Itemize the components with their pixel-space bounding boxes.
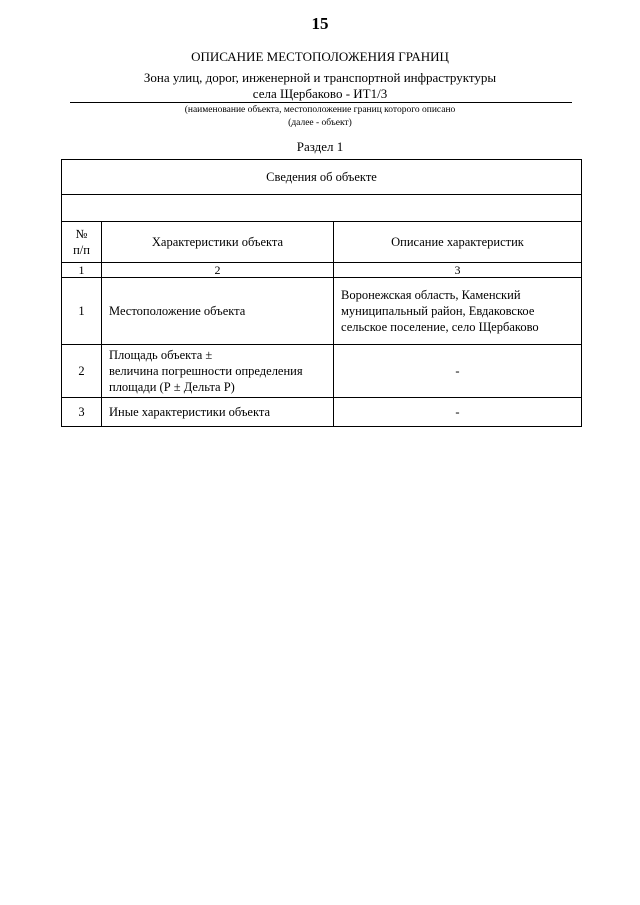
header-num — [62, 222, 102, 263]
table-title-row — [62, 160, 582, 195]
table-row — [62, 345, 582, 398]
row-2-description: - — [334, 345, 582, 398]
object-name-caption — [0, 104, 640, 130]
table-empty-row — [62, 195, 582, 222]
table-header-row — [62, 222, 582, 263]
row-1-description-line-2: муниципальный район, Евдаковское — [341, 304, 535, 318]
document-title: ОПИСАНИЕ МЕСТОПОЛОЖЕНИЯ ГРАНИЦ — [191, 49, 449, 64]
row-1-description-line-1: Воронежская область, Каменский — [341, 288, 521, 302]
row-1-characteristic: Местоположение объекта — [102, 278, 334, 345]
row-1-description-line-3: сельское поселение, село Щербаково — [341, 320, 539, 334]
object-name — [0, 70, 640, 102]
row-2-characteristic-line-3: площади (Р ± Дельта Р) — [109, 380, 235, 394]
column-number-3: 3 — [334, 263, 582, 278]
table-row — [62, 398, 582, 427]
header-num-line-2: п/п — [73, 243, 90, 257]
object-name-line-1: Зона улиц, дорог, инженерной и транспортной инфраструктуры — [143, 70, 497, 85]
object-info-table — [61, 159, 582, 427]
object-name-line-2: села Щербаково - ИТ1/3 — [252, 86, 388, 101]
column-numbers-row — [62, 263, 582, 278]
header-description: Описание характеристик — [334, 222, 582, 263]
object-name-underline — [70, 102, 572, 103]
header-characteristics: Характеристики объекта — [102, 222, 334, 263]
row-1-num: 1 — [62, 278, 102, 345]
table-empty-cell — [62, 195, 582, 222]
row-1-description — [334, 278, 582, 345]
row-2-characteristic-line-2: величина погрешности определения — [109, 364, 303, 378]
column-number-1: 1 — [62, 263, 102, 278]
row-3-description: - — [334, 398, 582, 427]
row-3-num: 3 — [62, 398, 102, 427]
caption-line-1: (наименование объекта, местоположение границ которого описано — [184, 105, 456, 115]
row-2-characteristic-line-1: Площадь объекта ± — [109, 348, 213, 362]
section-label: Раздел 1 — [296, 139, 344, 154]
row-3-characteristic: Иные характеристики объекта — [102, 398, 334, 427]
header-num-line-1: № — [75, 227, 88, 241]
table-row — [62, 278, 582, 345]
row-2-num: 2 — [62, 345, 102, 398]
column-number-2: 2 — [102, 263, 334, 278]
table-title: Сведения об объекте — [62, 160, 582, 195]
page-number: 15 — [311, 14, 329, 33]
row-2-characteristic — [102, 345, 334, 398]
caption-line-2: (далее - объект) — [288, 118, 352, 128]
